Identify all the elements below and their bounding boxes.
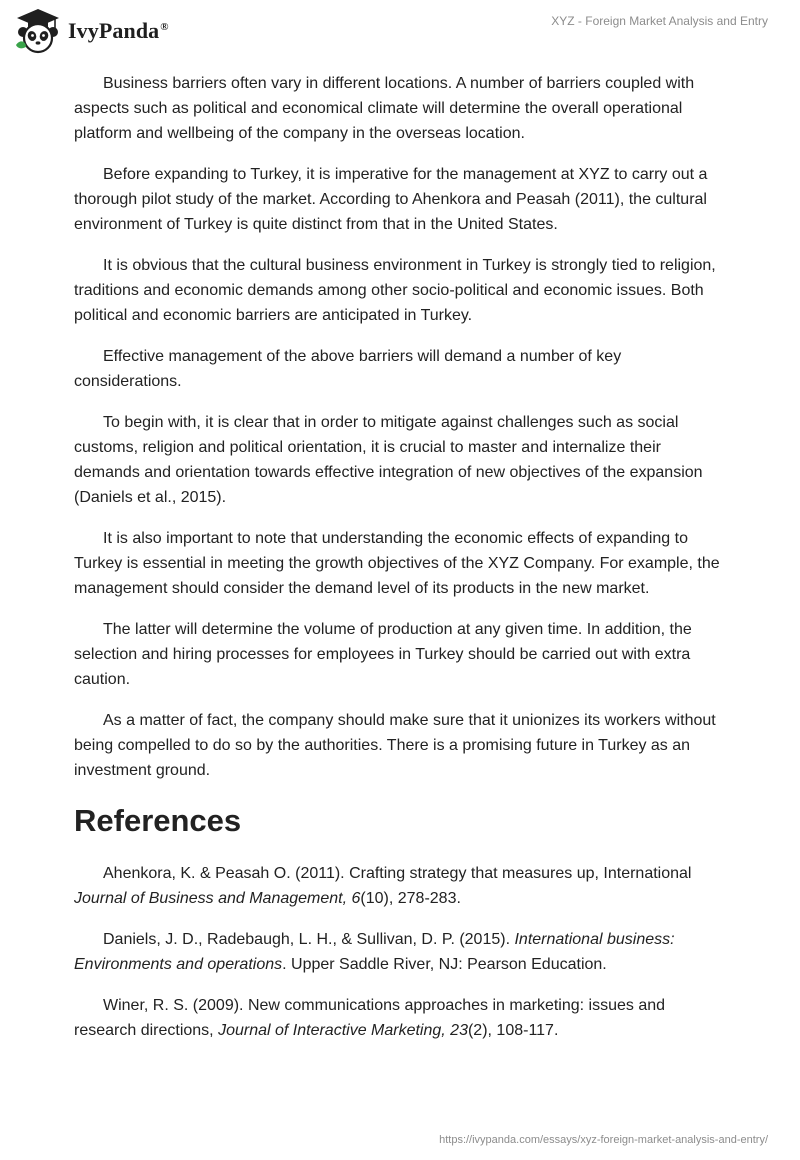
registered-mark: ® <box>160 20 169 33</box>
body-paragraph: Business barriers often vary in different locations. A number of barriers coupled with aspects such as political and economical climate will determine the overall operational platform and wellbeing of the company in the overseas location. <box>74 75 695 142</box>
body-paragraph: To begin with, it is clear that in order to mitigate against challenges such as social customs, religion and political orientation, it is crucial to master and internalize their demands and orientation towards effective integration of new objectives of the expansion (Daniels et al., 2015). <box>74 414 703 506</box>
page-header <box>0 0 800 64</box>
reference-text: Winer, R. S. (2009). New communications approaches in marketing: issues and research directions, <box>74 997 666 1039</box>
reference-entry <box>74 861 724 911</box>
reference-title: International business: Environments and operations <box>74 931 675 973</box>
reference-entry <box>74 927 724 977</box>
essay-body <box>74 71 724 1059</box>
source-url-link[interactable]: https://ivypanda.com/essays/xyz-foreign-market-analysis-and-entry/ <box>439 1134 768 1146</box>
reference-text: (10), 278-283. <box>360 890 461 907</box>
body-paragraph: Before expanding to Turkey, it is imperative for the management at XYZ to carry out a thorough pilot study of the market. According to Ahenkora and Peasah (2011), the cultural environment of Turkey is quite distinct from that in the United States. <box>74 166 708 233</box>
body-paragraph: It is also important to note that understanding the economic effects of expanding to Turkey is essential in meeting the growth objectives of the XYZ Company. For example, the management should consider the demand level of its products in the new market. <box>74 530 720 597</box>
reference-journal: Journal of Interactive Marketing, 23 <box>218 1022 468 1039</box>
body-paragraph: As a matter of fact, the company should make sure that it unionizes its workers without being compelled to do so by the authorities. There is a promising future in Turkey as an investment ground. <box>74 712 716 779</box>
reference-text: Ahenkora, K. & Peasah O. (2011). Crafting strategy that measures up, International <box>103 865 692 882</box>
reference-text: (2), 108-117. <box>467 1022 559 1039</box>
reference-entry <box>74 993 724 1043</box>
reference-journal: Journal of Business and Management, 6 <box>74 890 361 907</box>
logo-wordmark <box>68 18 169 44</box>
document-title: XYZ - Foreign Market Analysis and Entry <box>551 14 768 28</box>
panda-graduate-icon <box>14 7 62 55</box>
reference-text: Daniels, J. D., Radebaugh, L. H., & Sullivan, D. P. (2015). <box>103 931 515 948</box>
ivypanda-logo[interactable] <box>14 7 169 55</box>
body-paragraph: Effective management of the above barriers will demand a number of key considerations. <box>74 348 622 390</box>
logo-text: IvyPanda <box>68 18 160 43</box>
reference-text: . Upper Saddle River, NJ: Pearson Education. <box>282 956 607 973</box>
body-paragraph: It is obvious that the cultural business environment in Turkey is strongly tied to religion, traditions and economic demands among other socio-political and economic issues. Both political and economic barriers are anticipated in Turkey. <box>74 257 716 324</box>
body-paragraph: The latter will determine the volume of production at any given time. In addition, the selection and hiring processes for employees in Turkey should be carried out with extra caution. <box>74 621 692 688</box>
references-heading: References <box>74 803 242 838</box>
